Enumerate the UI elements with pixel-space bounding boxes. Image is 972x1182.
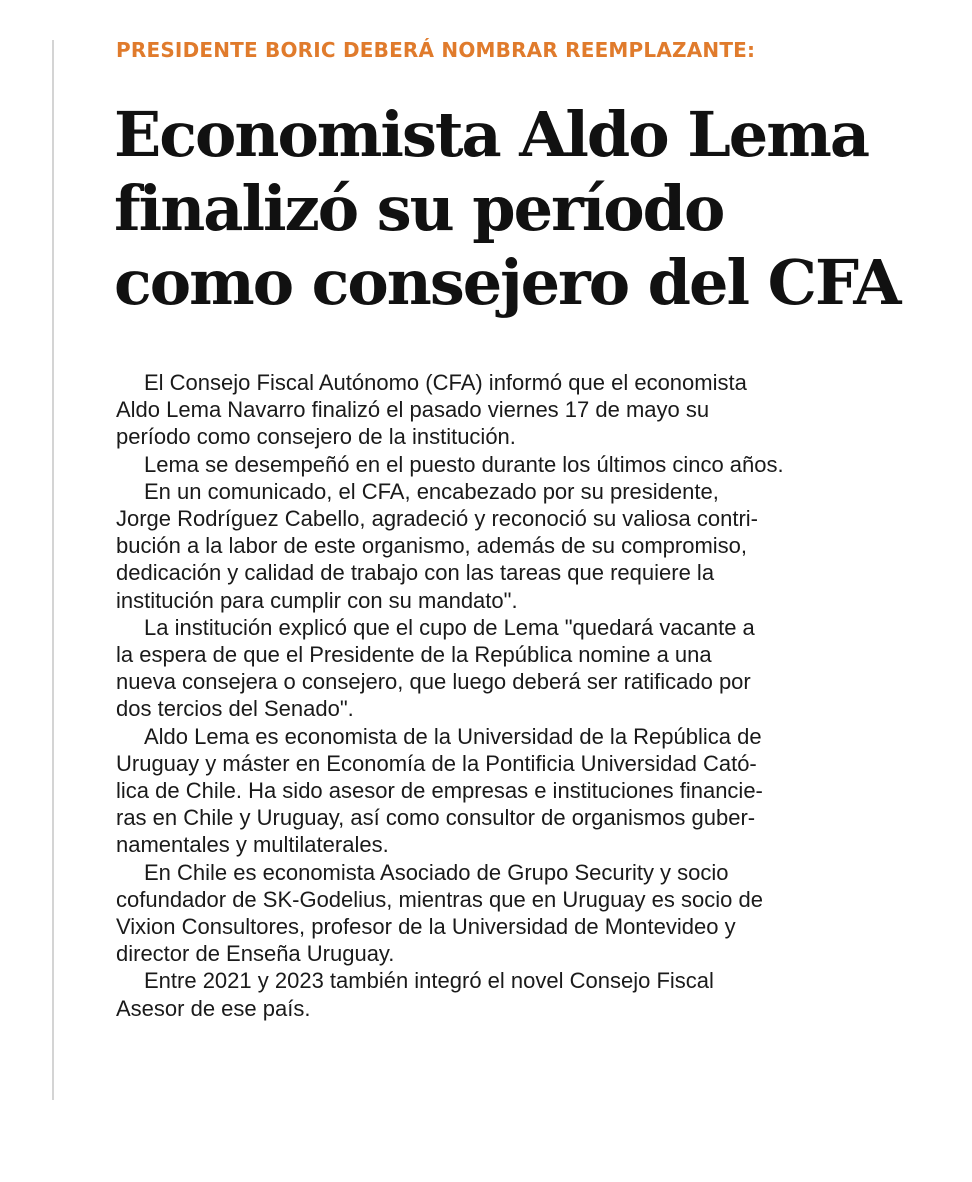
body-line: Aldo Lema es economista de la Universidad de la República de <box>144 723 762 749</box>
body-line: bución a la labor de este organismo, además de su compromiso, <box>116 533 748 559</box>
body-line: Lema se desempeñó en el puesto durante los últimos cinco años. <box>144 451 784 477</box>
body-line: la espera de que el Presidente de la República nomine a una <box>116 642 712 668</box>
body-line: En Chile es economista Asociado de Grupo Security y socio <box>144 859 729 885</box>
body-line: En un comunicado, el CFA, encabezado por su presidente, <box>144 478 719 504</box>
body-line: Aldo Lema Navarro finalizó el pasado viernes 17 de mayo su <box>116 397 710 423</box>
body-line: Jorge Rodríguez Cabello, agradeció y reconoció su valiosa contri- <box>116 506 759 532</box>
body-line: dedicación y calidad de trabajo con las tareas que requiere la <box>116 560 715 586</box>
body-line: namentales y multilaterales. <box>116 832 389 858</box>
column-divider <box>52 40 54 1100</box>
article-body <box>116 369 836 1022</box>
body-line: El Consejo Fiscal Autónomo (CFA) informó que el economista <box>144 370 747 395</box>
body-line: director de Enseña Uruguay. <box>116 941 395 967</box>
body-line: cofundador de SK-Godelius, mientras que en Uruguay es socio de <box>116 886 763 912</box>
body-line: período como consejero de la institución. <box>116 424 516 450</box>
headline-line: Economista Aldo Lema <box>114 98 869 171</box>
headline-line: finalizó su período <box>114 172 724 245</box>
body-line: Entre 2021 y 2023 también integró el novel Consejo Fiscal <box>144 968 714 994</box>
body-line: Vixion Consultores, profesor de la Universidad de Montevideo y <box>116 914 736 940</box>
body-line: ras en Chile y Uruguay, así como consultor de organismos guber- <box>116 805 756 831</box>
body-line: nueva consejera o consejero, que luego deberá ser ratificado por <box>116 669 751 695</box>
headline <box>114 98 934 320</box>
kicker: PRESIDENTE BORIC DEBERÁ NOMBRAR REEMPLAZANTE: <box>116 38 756 62</box>
body-line: Asesor de ese país. <box>116 995 311 1021</box>
body-line: La institución explicó que el cupo de Lema "quedará vacante a <box>144 614 755 640</box>
headline-line: como consejero del CFA <box>114 246 900 319</box>
body-line: Uruguay y máster en Economía de la Pontificia Universidad Cató- <box>116 750 757 776</box>
body-line: dos tercios del Senado". <box>116 696 354 722</box>
body-line: lica de Chile. Ha sido asesor de empresas e instituciones financie- <box>116 778 763 804</box>
body-line: institución para cumplir con su mandato". <box>116 587 518 613</box>
